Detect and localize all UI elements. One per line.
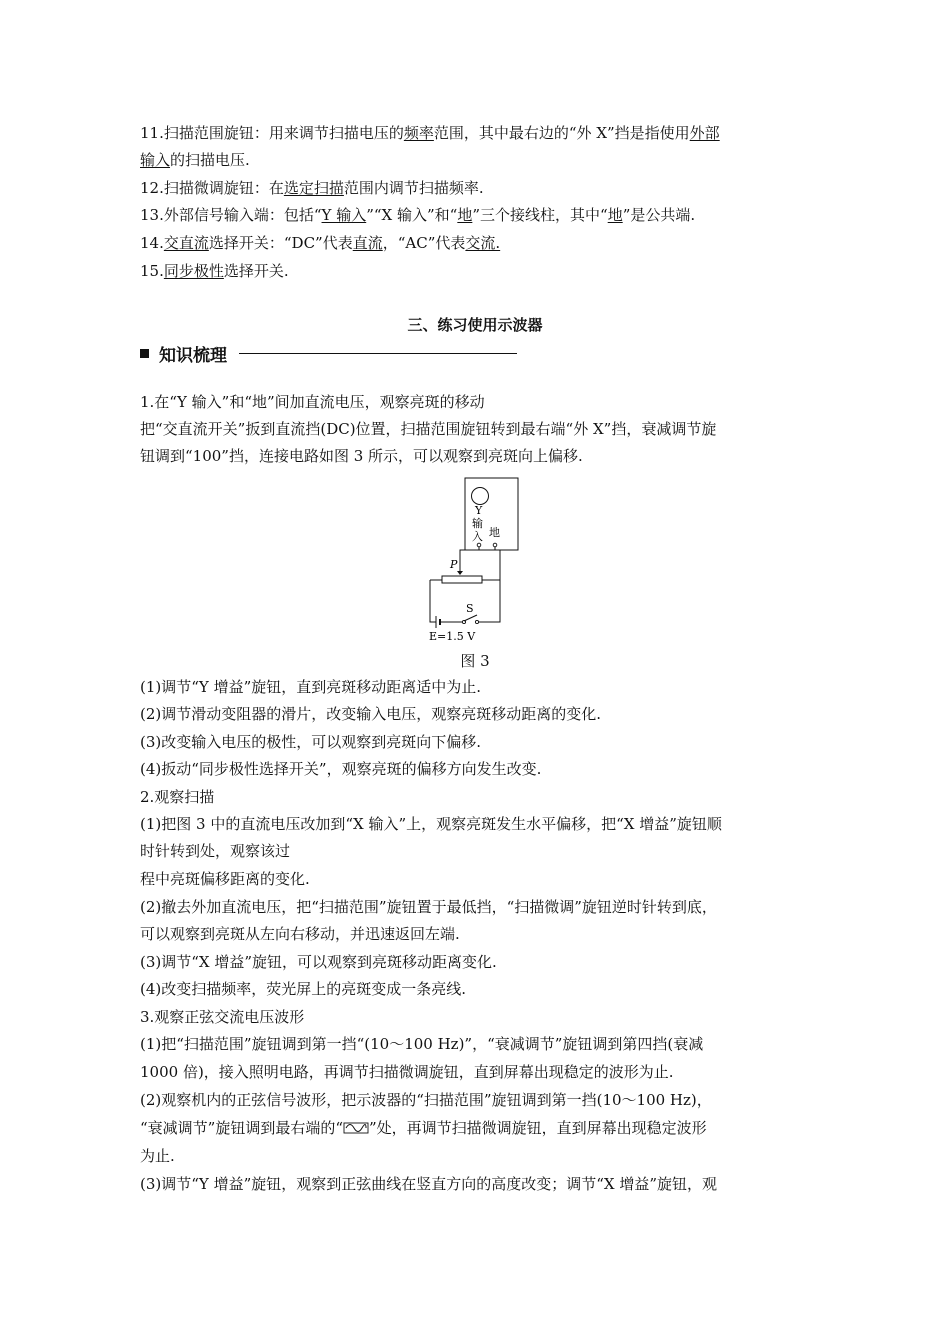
switch-contact	[475, 620, 478, 623]
item-14-text-a: 14.	[140, 234, 164, 252]
item-15	[140, 260, 289, 282]
wire-ground	[495, 547, 500, 580]
square-bullet-icon	[140, 349, 149, 358]
item-12-text-a: 12.扫描微调旋钮：在	[140, 179, 284, 197]
terminal-y	[477, 543, 481, 547]
label-y: Y	[475, 504, 483, 517]
p3-line-5: 为止.	[140, 1147, 175, 1165]
p3-title: 3.观察正弦交流电压波形	[140, 1008, 305, 1026]
item-11-cont	[140, 149, 250, 171]
p3-line-1: (1)把“扫描范围”旋钮调到第一挡“(10～100 Hz)”，“衰减调节”旋钮调到第四挡(衰减	[140, 1035, 704, 1053]
item-13-text-g: ”是公共端.	[622, 206, 696, 224]
item-12-text-c: 范围内调节扫描频率.	[343, 179, 484, 197]
label-input-2: 入	[472, 530, 483, 543]
p3-line-4	[140, 1117, 707, 1139]
p2-line-6: (3)调节“X 增益”旋钮，可以观察到亮斑移动距离变化.	[140, 953, 497, 971]
rheostat	[442, 576, 482, 583]
item-15-underline: 同步极性	[163, 262, 224, 280]
item-13-underline-ground: 地	[457, 206, 473, 224]
item-13-underline-y-input: Y 输入	[321, 206, 367, 224]
label-ground: 地	[489, 526, 500, 539]
item-11-underline-external: 外部	[689, 124, 720, 142]
item-11-underline-input: 输入	[140, 151, 171, 169]
wire-left-loop	[430, 580, 436, 622]
p2-line-2: 时针转到处，观察该过	[140, 842, 291, 860]
label-input-1: 输	[472, 517, 483, 530]
heading-rule	[239, 353, 517, 354]
item-14-text-c: 选择开关：“DC”代表	[208, 234, 353, 252]
item-14-underline-acdc: 交直流	[163, 234, 209, 252]
label-s: S	[466, 602, 474, 615]
item-12-underline: 选定扫描	[283, 179, 344, 197]
wire-right-loop	[478, 580, 500, 622]
heading-text: 知识梳理	[159, 345, 227, 366]
item-12	[140, 177, 484, 199]
terminal-ground	[493, 543, 497, 547]
p2-line-5: 可以观察到亮斑从左向右移动，并迅速返回左端.	[140, 925, 460, 943]
s1-line-4: (4)扳动“同步极性选择开关”，观察亮斑的偏移方向发生改变.	[140, 760, 542, 778]
p3-line-4-a: “衰减调节”旋钮调到最右端的“	[140, 1119, 344, 1137]
item-13-underline-ground-2: 地	[607, 206, 623, 224]
item-13-text-e: ”三个接线柱，其中“	[472, 206, 608, 224]
item-11-underline-frequency: 频率	[403, 124, 434, 142]
item-11-text-a: 11.扫描范围旋钮：用来调节扫描电压的	[140, 124, 404, 142]
p2-line-3: 程中亮斑偏移距离的变化.	[140, 870, 310, 888]
item-14-underline-ac: 交流.	[465, 234, 501, 252]
p1-line-2: 钮调到“100”挡，连接电路如图 3 所示，可以观察到亮斑向上偏移.	[140, 447, 583, 465]
circuit-diagram	[420, 474, 530, 646]
p2-line-1: (1)把图 3 中的直流电压改加到“X 输入”上，观察亮斑发生水平偏移，把“X 增益”旋钮顺	[140, 815, 722, 833]
item-13	[140, 204, 695, 226]
p3-line-2: 1000 倍)，接入照明电路，再调节扫描微调旋钮，直到屏幕出现稳定的波形为止.	[140, 1063, 674, 1081]
s1-line-1: (1)调节“Y 增益”旋钮，直到亮斑移动距离适中为止.	[140, 678, 482, 696]
s1-line-2: (2)调节滑动变阻器的滑片，改变输入电压，观察亮斑移动距离的变化.	[140, 705, 602, 723]
p3-line-3: (2)观察机内的正弦信号波形，把示波器的“扫描范围”旋钮调到第一挡(10～100 Hz)，	[140, 1091, 712, 1109]
p2-line-7: (4)改变扫描频率，荧光屏上的亮斑变成一条亮线.	[140, 980, 467, 998]
slider-arrow	[457, 571, 463, 575]
wire-y-to-slider	[460, 547, 479, 574]
knowledge-heading	[140, 340, 517, 366]
p1-title: 1.在“Y 输入”和“地”间加直流电压，观察亮斑的移动	[140, 393, 485, 411]
p3-line-4-b: ”处，再调节扫描微调旋钮，直到屏幕出现稳定波形	[369, 1119, 707, 1137]
p3-line-6: (3)调节“Y 增益”旋钮，观察到正弦曲线在竖直方向的高度改变；调节“X 增益”旋钮，观	[140, 1175, 718, 1193]
label-p: P	[450, 558, 458, 571]
label-emf: E=1.5 V	[429, 630, 476, 643]
screen-circle	[472, 488, 489, 505]
p1-line-1: 把“交直流开关”扳到直流挡(DC)位置，扫描范围旋钮转到最右端“外 X”挡，衰减调节旋	[140, 420, 717, 438]
figure-caption: 图 3	[460, 652, 490, 670]
item-14-underline-dc: 直流	[352, 234, 383, 252]
circuit-figure	[420, 474, 530, 646]
item-13-text-a: 13.外部信号输入端：包括“	[140, 206, 322, 224]
section-title: 三、练习使用示波器	[407, 316, 543, 334]
item-11-text-e: 的扫描电压.	[170, 151, 250, 169]
s1-line-3: (3)改变输入电压的极性，可以观察到亮斑向下偏移.	[140, 733, 482, 751]
switch-blade	[464, 615, 477, 621]
item-11	[140, 122, 720, 144]
p2-title: 2.观察扫描	[140, 788, 215, 806]
item-11-text-c: 范围，其中最右边的“外 X”挡是指使用	[433, 124, 690, 142]
item-13-text-c: ”“X 输入”和“	[366, 206, 458, 224]
item-15-text-a: 15.	[140, 262, 164, 280]
item-14-text-e: ，“AC”代表	[382, 234, 466, 252]
sine-wave-icon	[343, 1121, 369, 1135]
item-14	[140, 232, 500, 254]
item-15-text-c: 选择开关.	[223, 262, 289, 280]
p2-line-4: (2)撤去外加直流电压，把“扫描范围”旋钮置于最低挡，“扫描微调”旋钮逆时针转到底，	[140, 898, 717, 916]
